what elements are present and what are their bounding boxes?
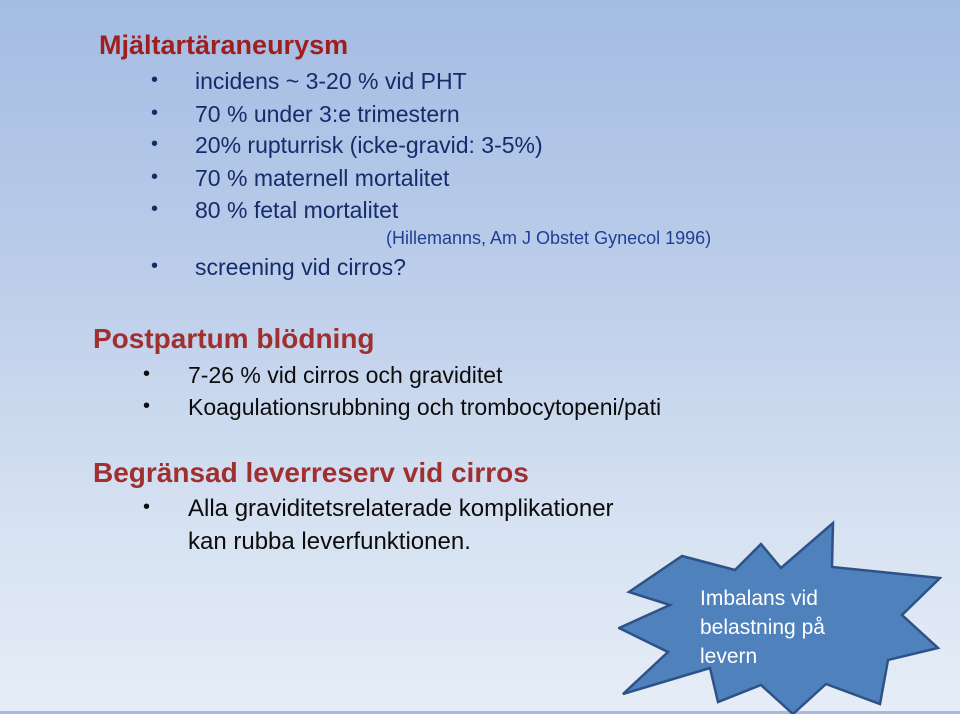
bullet-icon: •	[151, 133, 159, 155]
bullet-icon: •	[151, 102, 159, 124]
bullet-text: 7-26 % vid cirros och graviditet	[188, 362, 503, 388]
list-item	[143, 362, 503, 388]
bullet-icon: •	[143, 363, 151, 385]
bullet-icon: •	[143, 496, 151, 518]
list-item	[151, 132, 543, 158]
list-item	[151, 101, 460, 127]
bullet-text: 70 % under 3:e trimestern	[195, 101, 460, 127]
bullet-icon: •	[151, 255, 159, 277]
list-item	[151, 68, 467, 94]
bullet-icon: •	[151, 166, 159, 188]
bullet-text: incidens ~ 3-20 % vid PHT	[195, 68, 467, 94]
bullet-text: screening vid cirros?	[195, 254, 406, 280]
bullet-text: 20% rupturrisk (icke-gravid: 3-5%)	[195, 132, 543, 158]
bullet-icon: •	[151, 198, 159, 220]
callout-line: belastning på	[700, 616, 825, 639]
bullet-icon: •	[143, 395, 151, 417]
bullet-icon: •	[151, 69, 159, 91]
heading-postpartum: Postpartum blödning	[93, 323, 375, 354]
bullet-text: Alla graviditetsrelaterade komplikationer	[188, 495, 614, 522]
list-item	[151, 197, 399, 223]
callout-line: Imbalans vid	[700, 587, 818, 610]
bullet-text: 70 % maternell mortalitet	[195, 165, 450, 191]
callout-text	[700, 584, 825, 671]
bullet-text: 80 % fetal mortalitet	[195, 197, 399, 223]
bullet-text: Koagulationsrubbning och trombocytopeni/pati	[188, 394, 662, 420]
callout-line: levern	[700, 645, 758, 668]
citation: (Hillemanns, Am J Obstet Gynecol 1996)	[386, 228, 712, 248]
list-item	[151, 254, 406, 280]
list-item	[143, 394, 662, 420]
heading-liver-reserve: Begränsad leverreserv vid cirros	[93, 457, 529, 488]
list-item	[143, 495, 614, 522]
callout-starburst	[618, 520, 942, 714]
bullet-text-continuation: kan rubba leverfunktionen.	[188, 528, 471, 555]
list-item-continuation	[188, 530, 471, 554]
list-item	[151, 165, 450, 191]
heading-aneurysm: Mjältartäraneurysm	[99, 30, 349, 60]
